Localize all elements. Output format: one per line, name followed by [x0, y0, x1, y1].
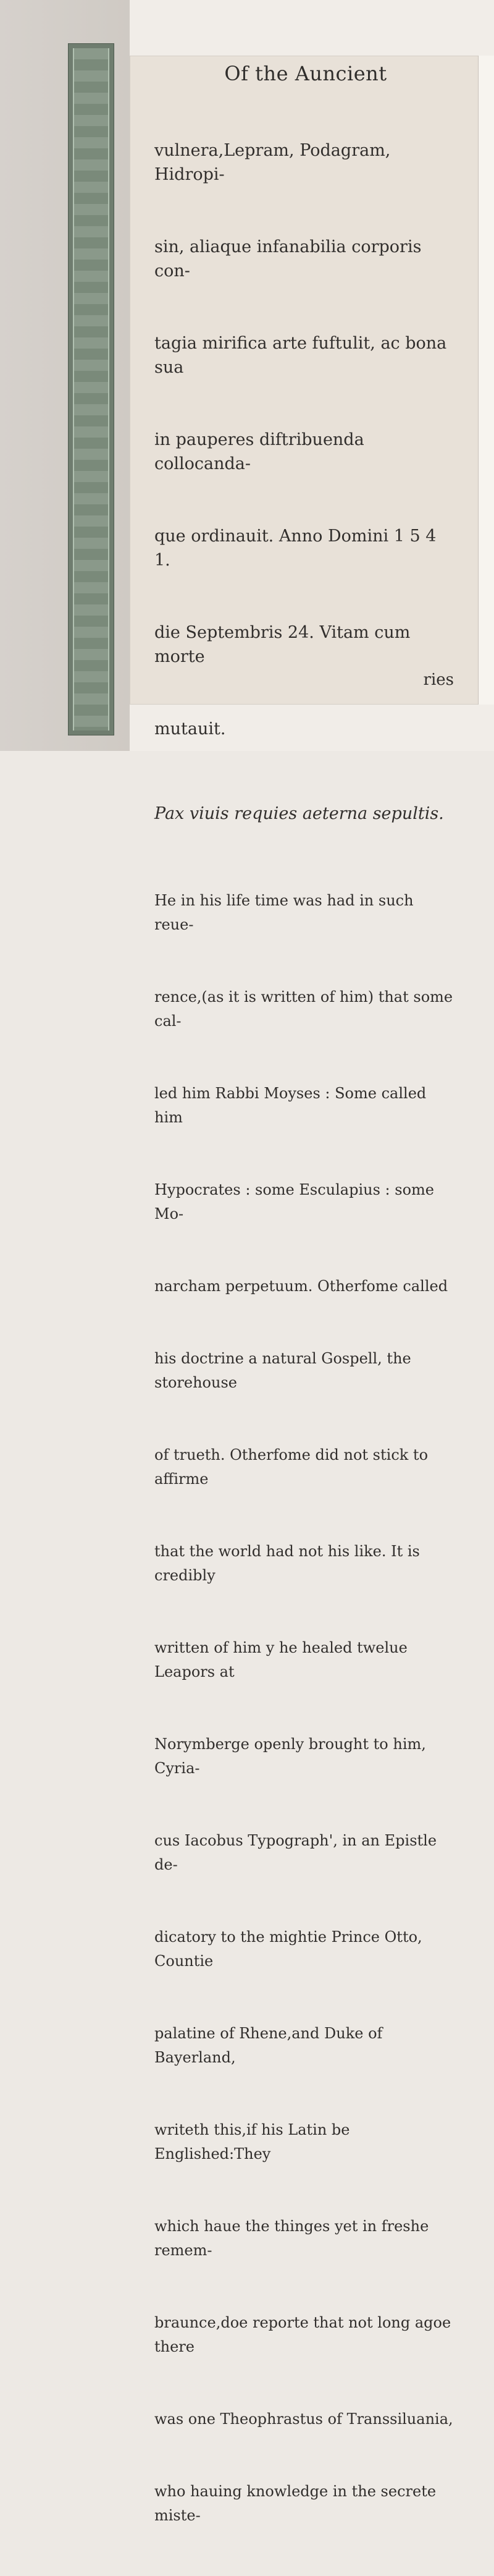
english-line: braunce,doe reporte that not long agoe there	[154, 2314, 456, 2355]
english-line: rence,(as it is written of him) that some cal-	[154, 988, 458, 1030]
english-line: was one Theophrastus of Transsiluania,	[154, 2410, 453, 2428]
english-line: of trueth. Otherfome did not stick to affirme	[154, 1446, 433, 1488]
english-line: that the world had not his like. It is credibly	[154, 1543, 425, 1584]
book-page	[130, 56, 479, 2524]
latin-line: tagia mirifica arte fuftulit, ac bona sua	[154, 334, 452, 377]
english-paragraph	[154, 841, 457, 2576]
english-line: led him Rabbi Moyses : Some called him	[154, 1085, 431, 1126]
latin-line: que ordinauit. Anno Domini 1 5 4 1.	[154, 527, 442, 570]
english-line: who hauing knowledge in the secrete miste-	[154, 2483, 441, 2524]
english-line: dicatory to the mightie Prince Otto, Countie	[154, 1928, 427, 1970]
english-line: Hypocrates : some Esculapius : some Mo-	[154, 1181, 439, 1222]
english-line: writeth this,if his Latin be Englished:They	[154, 2121, 355, 2163]
page-edge	[478, 56, 494, 705]
english-line: He in his life time was had in such reue-	[154, 892, 419, 933]
binding-pattern	[73, 48, 109, 731]
latin-line: die Septembris 24. Vitam cum morte	[154, 623, 416, 666]
motto-line: Pax viuis requies aeterna sepultis.	[154, 804, 444, 823]
latin-paragraph	[154, 90, 457, 789]
english-line: palatine of Rhene,and Duke of Bayerland,	[154, 2025, 388, 2066]
page-text	[154, 62, 457, 2576]
english-line: written of him y he healed twelue Leapors at	[154, 1639, 412, 1680]
english-line: cus Iacobus Typograph', in an Epistle de-	[154, 1832, 442, 1873]
catchword: ries	[423, 671, 454, 689]
latin-line: sin, aliaque infanabilia corporis con-	[154, 237, 427, 281]
latin-line: vulnera,Lepram, Podagram, Hidropi-	[154, 141, 396, 184]
running-header: Of the Auncient	[224, 62, 387, 85]
latin-line: mutauit.	[154, 719, 226, 739]
binding-strip	[0, 0, 130, 751]
english-line: his doctrine a natural Gospell, the storehouse	[154, 1350, 416, 1391]
english-line: which haue the thinges yet in freshe remem-	[154, 2218, 433, 2259]
english-line: narcham perpetuum. Otherfome called	[154, 1277, 448, 1295]
binding-decoration	[68, 43, 114, 735]
english-line: Norymberge openly brought to him, Cyria-	[154, 1735, 431, 1777]
latin-line: in pauperes diftribuenda collocanda-	[154, 430, 370, 473]
